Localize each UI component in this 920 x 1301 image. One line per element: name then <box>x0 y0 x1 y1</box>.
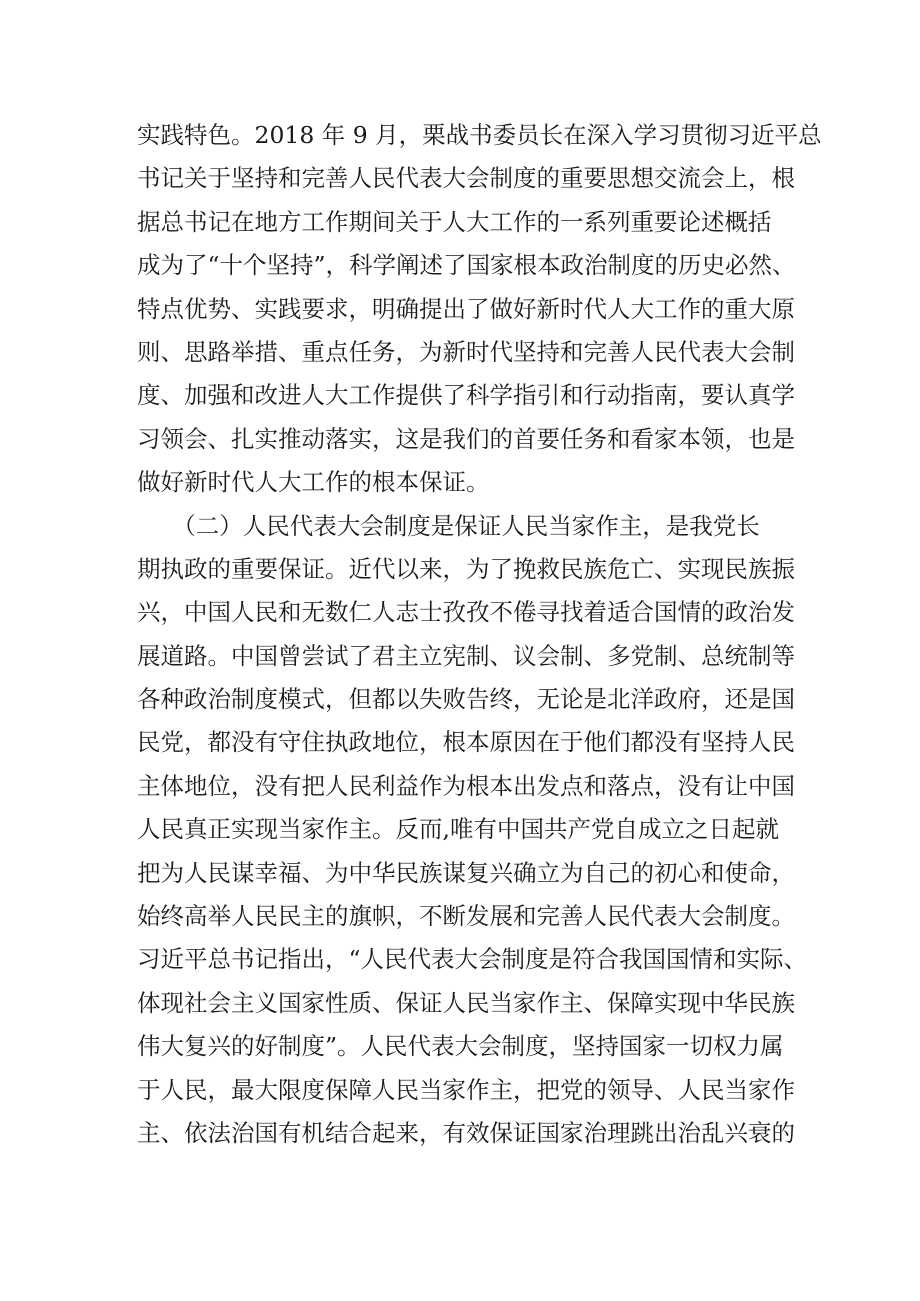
text-line: 则、思路举措、重点任务，为新时代坚持和完善人民代表大会制 <box>137 337 795 366</box>
text-line: 习领会、扎实推动落实，这是我们的首要任务和看家本领，也是 <box>137 424 795 453</box>
text-line: 成为了“十个坚持”，科学阐述了国家根本政治制度的历史必然、 <box>137 251 796 280</box>
text-line: 主、依法治国有机结合起来，有效保证国家治理跳出治乱兴衰的 <box>137 1118 795 1147</box>
text-line: 书记关于坚持和完善人民代表大会制度的重要思想交流会上，根 <box>137 164 795 193</box>
text-line: 人民真正实现当家作主。反而,唯有中国共产党自成立之日起就 <box>137 815 779 844</box>
text-line: 把为人民谋幸福、为中华民族谋复兴确立为自己的初心和使命， <box>137 858 795 887</box>
paragraph-2 <box>137 505 808 1156</box>
text-line: 始终高举人民民主的旗帜，不断发展和完善人民代表大会制度。 <box>137 902 795 931</box>
text-line: 习近平总书记指出，“人民代表大会制度是符合我国国情和实际、 <box>137 945 808 974</box>
text-line: 做好新时代人大工作的根本保证。 <box>137 468 490 497</box>
text-line: 实践特色。2018 年 9 月，栗战书委员长在深入学习贯彻习近平总 <box>137 121 822 149</box>
text-line: 主体地位，没有把人民利益作为根本出发点和落点，没有让中国 <box>137 771 795 800</box>
text-line: 民党，都没有守住执政地位，根本原因在于他们都没有坚持人民 <box>137 728 795 757</box>
text-line: 伟大复兴的好制度”。人民代表大会制度，坚持国家一切权力属 <box>137 1032 784 1061</box>
text-line: 度、加强和改进人大工作提供了科学指引和行动指南，要认真学 <box>137 381 795 410</box>
text-line: 各种政治制度模式，但都以失败告终，无论是北洋政府，还是国 <box>137 685 795 714</box>
paragraph-1 <box>137 114 822 505</box>
text-line: 于人民，最大限度保障人民当家作主，把党的领导、人民当家作 <box>137 1075 795 1104</box>
text-line: 展道路。中国曾尝试了君主立宪制、议会制、多党制、总统制等 <box>137 641 795 670</box>
text-line: 体现社会主义国家性质、保证人民当家作主、保障实现中华民族 <box>137 988 795 1017</box>
text-line: 据总书记在地方工作期间关于人大工作的一系列重要论述概括 <box>137 207 772 236</box>
text-line: （二）人民代表大会制度是保证人民当家作主，是我党长 <box>137 511 760 540</box>
body-text <box>137 114 822 1155</box>
text-line: 期执政的重要保证。近代以来，为了挽救民族危亡、实现民族振 <box>137 554 795 583</box>
text-line: 特点优势、实践要求，明确提出了做好新时代人大工作的重大原 <box>137 294 795 323</box>
text-line: 兴，中国人民和无数仁人志士孜孜不倦寻找着适合国情的政治发 <box>137 598 795 627</box>
